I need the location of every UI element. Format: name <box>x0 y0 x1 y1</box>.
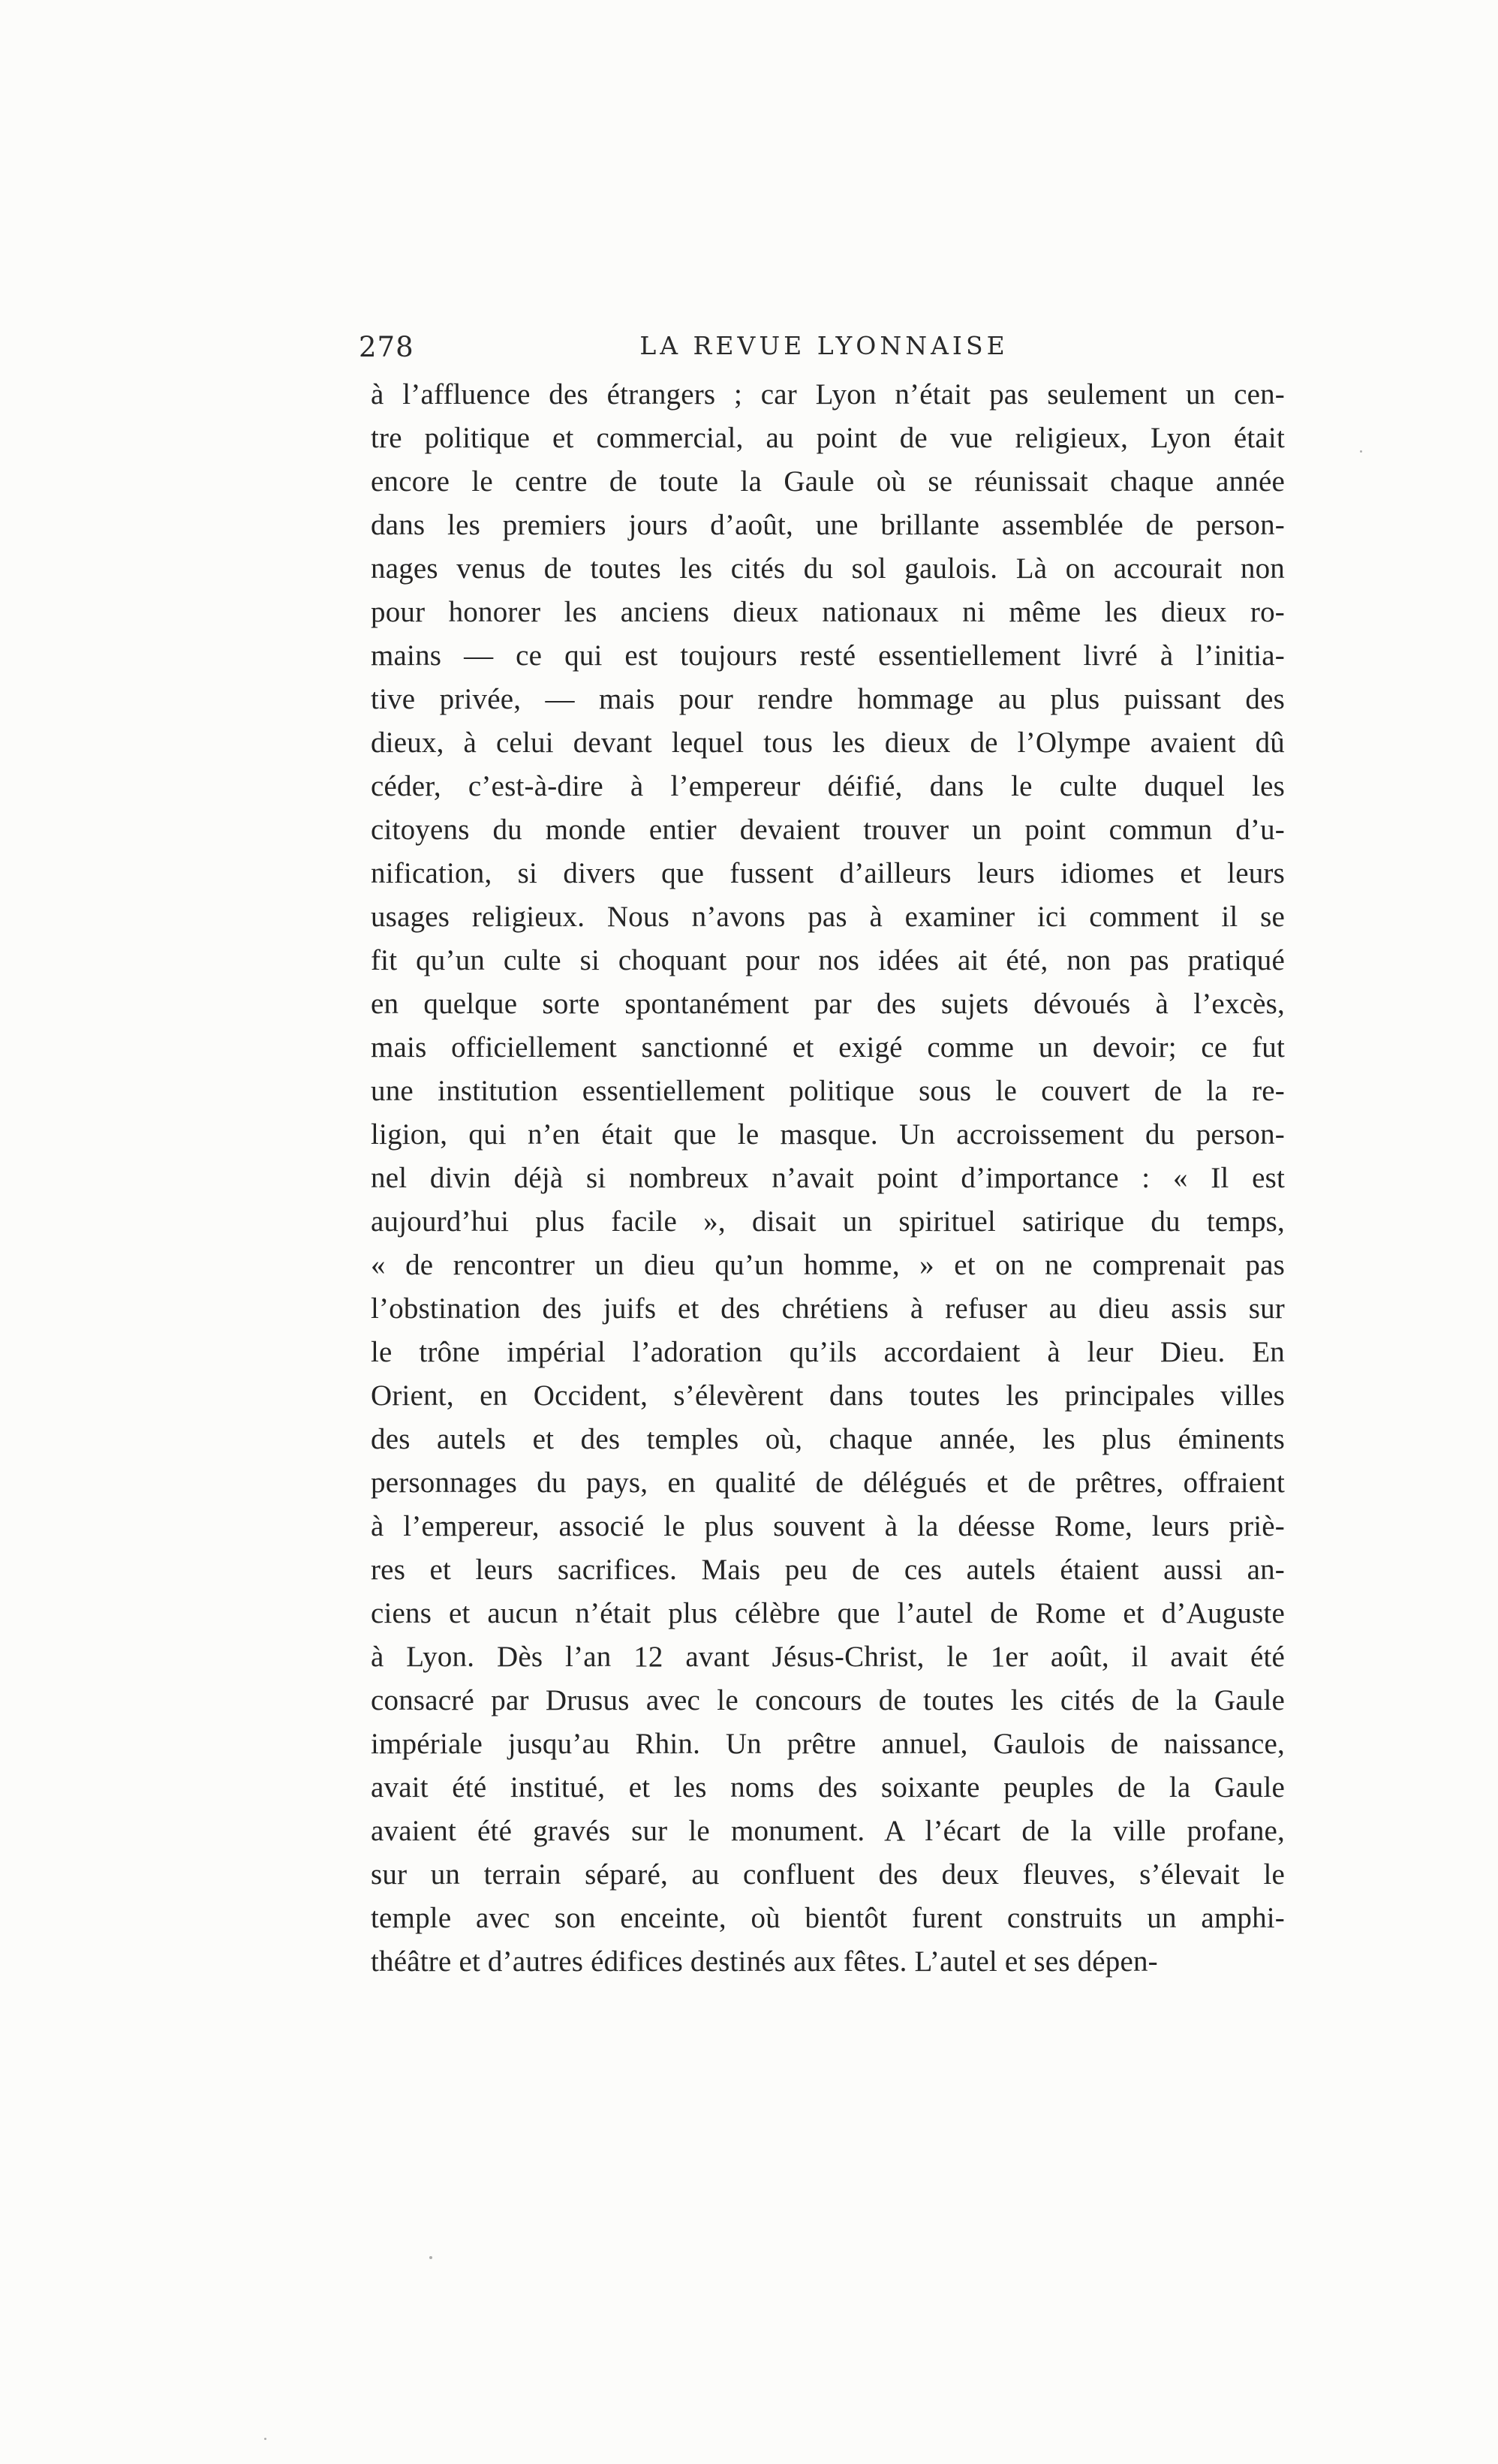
text-line: Orient, en Occident, s’élevèrent dans toutes les principales villes <box>371 1379 1285 1412</box>
text-line: ligion, qui n’en était que le masque. Un accroissement du person- <box>371 1118 1285 1151</box>
running-title: LA REVUE LYONNAISE <box>639 331 1009 360</box>
text-line: nages venus de toutes les cités du sol gaulois. Là on accourait non <box>371 552 1285 585</box>
text-line: des autels et des temples où, chaque année, les plus éminents <box>371 1423 1285 1455</box>
text-line: théâtre et d’autres édifices destinés aux fêtes. L’autel et ses dépen- <box>371 1945 1158 1978</box>
text-line: consacré par Drusus avec le concours de toutes les cités de la Gaule <box>371 1684 1285 1716</box>
text-line: ciens et aucun n’était plus célèbre que l’autel de Rome et d’Auguste <box>371 1597 1285 1629</box>
text-line: nel divin déjà si nombreux n’avait point d’importance : « Il est <box>371 1162 1285 1194</box>
text-line: encore le centre de toute la Gaule où se réunissait chaque année <box>371 465 1285 498</box>
text-line: tre politique et commercial, au point de vue religieux, Lyon était <box>371 422 1285 454</box>
text-line: à Lyon. Dès l’an 12 avant Jésus-Christ, le 1er août, il avait été <box>371 1641 1285 1673</box>
text-line: usages religieux. Nous n’avons pas à examiner ici comment il se <box>371 901 1285 933</box>
text-line: « de rencontrer un dieu qu’un homme, » et on ne comprenait pas <box>371 1249 1285 1281</box>
text-line: mains — ce qui est toujours resté essentiellement livré à l’initia- <box>371 639 1285 672</box>
text-line: à l’affluence des étrangers ; car Lyon n’était pas seulement un cen- <box>371 378 1285 411</box>
page-header <box>359 333 1292 378</box>
text-line: sur un terrain séparé, au confluent des deux fleuves, s’élevait le <box>371 1858 1285 1891</box>
text-line: tive privée, — mais pour rendre hommage au plus puissant des <box>371 683 1285 715</box>
text-line: dieux, à celui devant lequel tous les dieux de l’Olympe avaient dû <box>371 727 1285 759</box>
text-line: impériale jusqu’au Rhin. Un prêtre annuel, Gaulois de naissance, <box>371 1728 1285 1760</box>
text-line: en quelque sorte spontanément par des sujets dévoués à l’excès, <box>371 988 1285 1020</box>
text-line: l’obstination des juifs et des chrétiens à refuser au dieu assis sur <box>371 1292 1285 1325</box>
page-number: 278 <box>359 331 414 363</box>
paper-speck <box>429 2256 432 2259</box>
text-line: à l’empereur, associé le plus souvent à la déesse Rome, leurs priè- <box>371 1510 1285 1542</box>
body-text <box>371 373 1285 1984</box>
text-line: mais officiellement sanctionné et exigé comme un devoir; ce fut <box>371 1031 1285 1064</box>
text-line: res et leurs sacrifices. Mais peu de ces autels étaient aussi an- <box>371 1554 1285 1586</box>
text-line: avait été institué, et les noms des soixante peuples de la Gaule <box>371 1771 1285 1804</box>
paper-speck <box>264 2438 266 2440</box>
text-line: aujourd’hui plus facile », disait un spirituel satirique du temps, <box>371 1205 1285 1238</box>
text-line: temple avec son enceinte, où bientôt furent construits un amphi- <box>371 1902 1285 1934</box>
text-line: dans les premiers jours d’août, une brillante assemblée de person- <box>371 509 1285 541</box>
text-line: nification, si divers que fussent d’ailleurs leurs idiomes et leurs <box>371 857 1285 889</box>
paper-speck <box>1360 450 1362 453</box>
text-line: avaient été gravés sur le monument. A l’écart de la ville profane, <box>371 1815 1285 1847</box>
text-line: céder, c’est-à-dire à l’empereur déifié, dans le culte duquel les <box>371 770 1285 802</box>
text-line: pour honorer les anciens dieux nationaux ni même les dieux ro- <box>371 596 1285 628</box>
text-line: citoyens du monde entier devaient trouver un point commun d’u- <box>371 814 1285 846</box>
text-line: personnages du pays, en qualité de délégués et de prêtres, offraient <box>371 1467 1285 1499</box>
text-line: le trône impérial l’adoration qu’ils accordaient à leur Dieu. En <box>371 1336 1285 1368</box>
text-line: une institution essentiellement politique sous le couvert de la re- <box>371 1075 1285 1107</box>
text-line: fit qu’un culte si choquant pour nos idées ait été, non pas pratiqué <box>371 944 1285 976</box>
